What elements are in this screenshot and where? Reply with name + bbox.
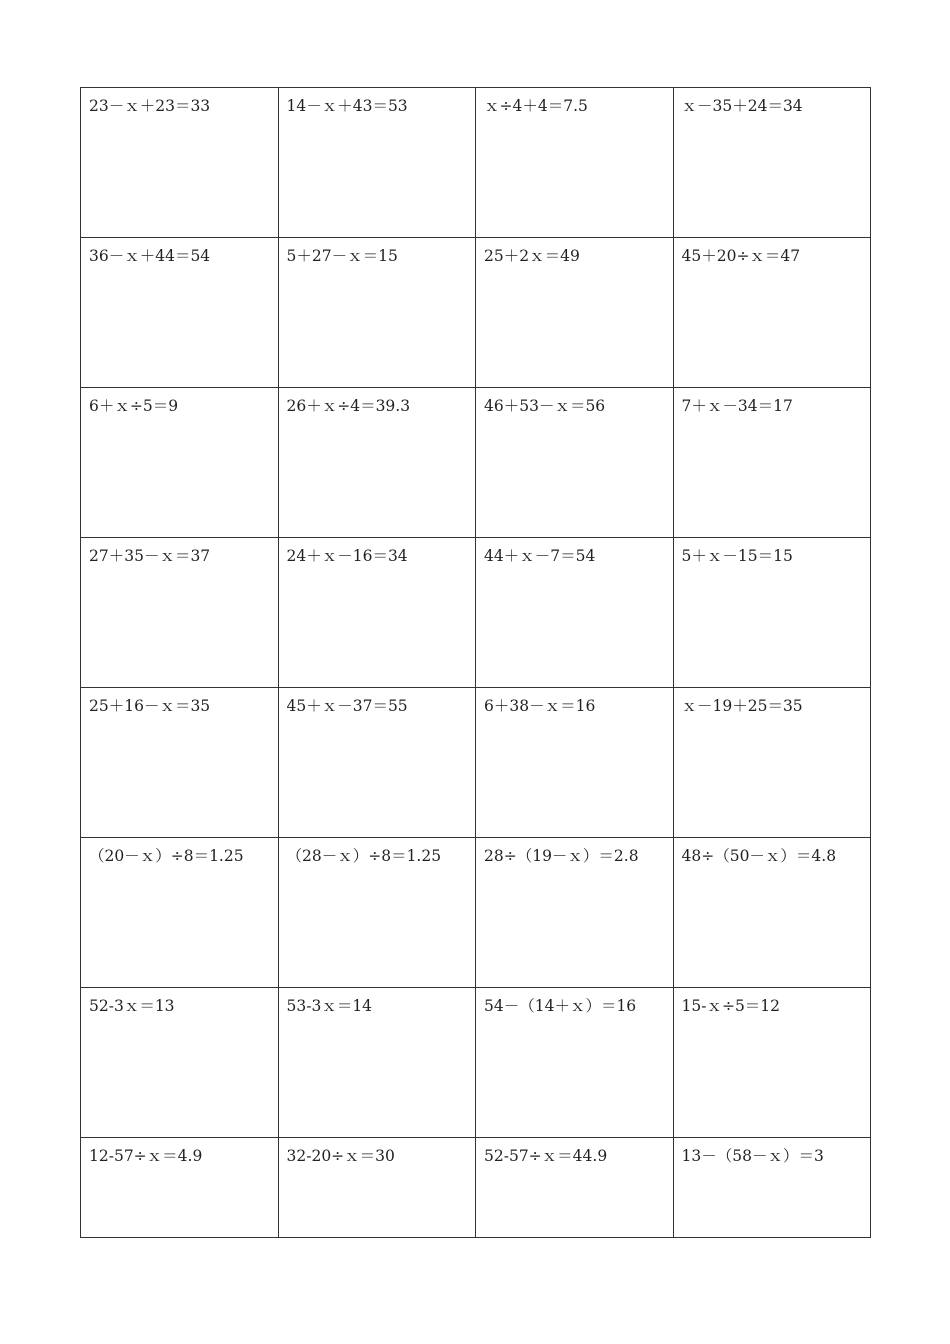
table-row [81, 238, 871, 388]
equation-cell: 13－（58－ｘ）＝3 [673, 1138, 871, 1238]
equation-cell: 6＋ｘ÷5＝9 [81, 388, 279, 538]
equation-cell: 52-3ｘ＝13 [81, 988, 279, 1138]
equation-cell: 54－（14＋ｘ）＝16 [476, 988, 674, 1138]
equation-cell: 7＋ｘ－34＝17 [673, 388, 871, 538]
table-row [81, 838, 871, 988]
equation-cell: 48÷（50－ｘ）＝4.8 [673, 838, 871, 988]
equation-cell: 52-57÷ｘ＝44.9 [476, 1138, 674, 1238]
equation-cell: 36－ｘ＋44＝54 [81, 238, 279, 388]
equation-cell: （20－ｘ）÷8＝1.25 [81, 838, 279, 988]
equation-cell: 6＋38－ｘ＝16 [476, 688, 674, 838]
table-row [81, 988, 871, 1138]
equation-cell: 45＋ｘ－37＝55 [278, 688, 476, 838]
equation-cell: 45＋20÷ｘ＝47 [673, 238, 871, 388]
table-row [81, 538, 871, 688]
equation-cell: 26＋ｘ÷4＝39.3 [278, 388, 476, 538]
equation-cell: 44＋ｘ－7＝54 [476, 538, 674, 688]
equation-cell: 24＋ｘ－16＝34 [278, 538, 476, 688]
equation-cell: ｘ÷4＋4＝7.5 [476, 88, 674, 238]
equation-cell: 46＋53－ｘ＝56 [476, 388, 674, 538]
table-row [81, 1138, 871, 1238]
equation-cell: 25＋16－ｘ＝35 [81, 688, 279, 838]
equation-cell: 32-20÷ｘ＝30 [278, 1138, 476, 1238]
equation-cell: 15-ｘ÷5＝12 [673, 988, 871, 1138]
equation-cell: （28－ｘ）÷8＝1.25 [278, 838, 476, 988]
equation-cell: 27＋35－ｘ＝37 [81, 538, 279, 688]
table-row [81, 688, 871, 838]
equation-cell: ｘ－19＋25＝35 [673, 688, 871, 838]
equation-cell: 28÷（19－ｘ）＝2.8 [476, 838, 674, 988]
equation-cell: 25＋2ｘ＝49 [476, 238, 674, 388]
equation-worksheet-table [80, 87, 871, 1238]
equation-cell: 53-3ｘ＝14 [278, 988, 476, 1138]
equation-cell: ｘ－35＋24＝34 [673, 88, 871, 238]
table-row [81, 88, 871, 238]
equation-cell: 12-57÷ｘ＝4.9 [81, 1138, 279, 1238]
table-row [81, 388, 871, 538]
equation-cell: 23－ｘ＋23＝33 [81, 88, 279, 238]
equation-cell: 5＋ｘ－15＝15 [673, 538, 871, 688]
equation-cell: 14－ｘ＋43＝53 [278, 88, 476, 238]
equation-cell: 5＋27－ｘ＝15 [278, 238, 476, 388]
